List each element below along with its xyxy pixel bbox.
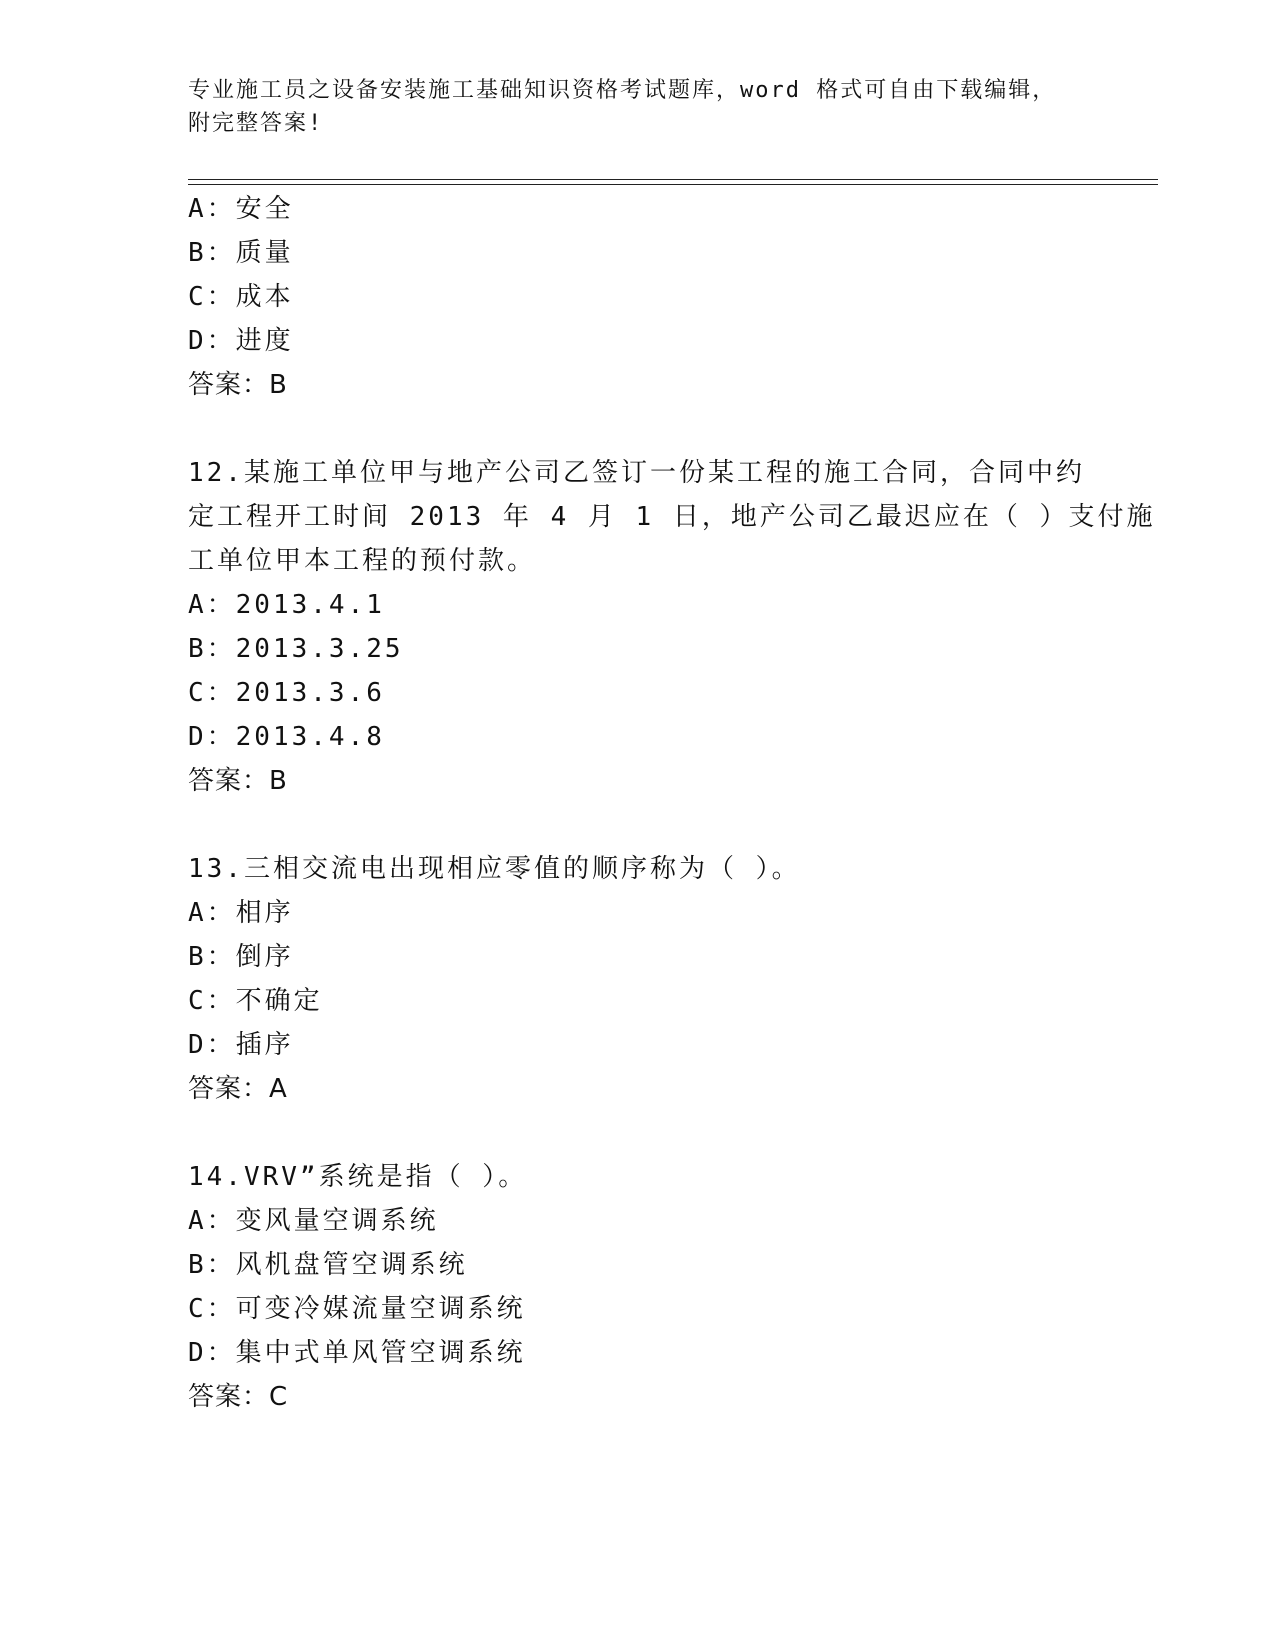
q12-option-a: A：2013.4.1 [188,590,385,620]
q13-option-d: D：插序 [188,1030,294,1060]
q11-answer: 答案：B [188,370,288,400]
q14-option-a: A：变风量空调系统 [188,1206,439,1236]
q12-stem-line-3: 工单位甲本工程的预付款。 [188,546,537,576]
q13-option-c: C：不确定 [188,986,323,1016]
q11-option-c: C：成本 [188,282,294,312]
q11-option-b: B：质量 [188,238,294,268]
header-divider-top [188,179,1158,180]
q14-option-c: C：可变冷媒流量空调系统 [188,1294,526,1324]
q14-answer: 答案：C [188,1382,289,1412]
header-title-line-2: 附完整答案! [188,111,324,136]
q12-option-c: C：2013.3.6 [188,678,385,708]
q14-option-b: B：风机盘管空调系统 [188,1250,468,1280]
q13-stem: 13.三相交流电出现相应零值的顺序称为（ ）。 [188,854,801,884]
q13-option-a: A：相序 [188,898,294,928]
q11-option-a: A：安全 [188,194,294,224]
q13-answer: 答案：A [188,1074,288,1104]
header-title-line-1: 专业施工员之设备安装施工基础知识资格考试题库，word 格式可自由下载编辑， [188,78,1057,103]
q12-stem-line-2: 定工程开工时间 2013 年 4 月 1 日，地产公司乙最迟应在（ ）支付施 [188,502,1156,532]
header-divider-bottom [188,184,1158,185]
q14-option-d: D：集中式单风管空调系统 [188,1338,526,1368]
q12-option-d: D：2013.4.8 [188,722,385,752]
q14-stem: 14.VRV”系统是指（ ）。 [188,1162,528,1192]
q12-stem-line-1: 12.某施工单位甲与地产公司乙签订一份某工程的施工合同，合同中约 [188,458,1085,488]
q12-answer: 答案：B [188,766,288,796]
q13-option-b: B：倒序 [188,942,294,972]
q12-option-b: B：2013.3.25 [188,634,404,664]
q11-option-d: D：进度 [188,326,294,356]
document-header [188,74,1088,140]
